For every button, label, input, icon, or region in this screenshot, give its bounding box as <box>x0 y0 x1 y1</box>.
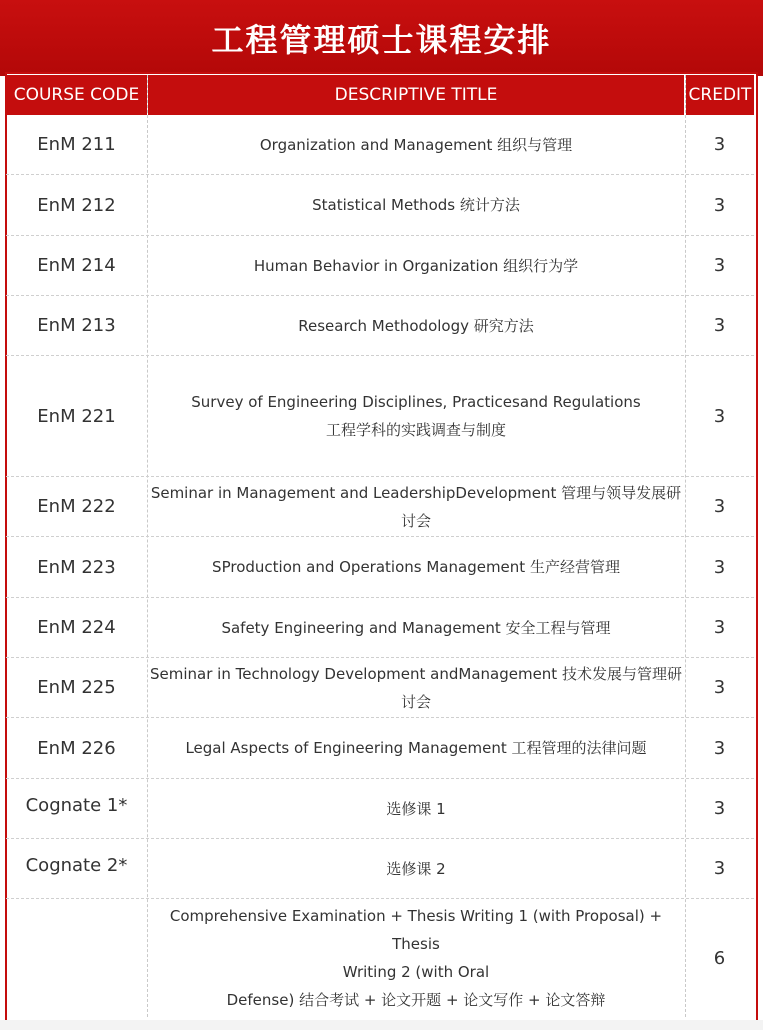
course-code: EnM 211 <box>37 134 116 155</box>
course-code: EnM 225 <box>37 677 116 698</box>
course-code: Cognate 2* <box>25 854 128 876</box>
course-title-line: Defense) 结合考试 + 论文开题 + 论文写作 + 论文答辩 <box>226 991 606 1009</box>
course-credit: 3 <box>713 737 726 759</box>
page-bottom-margin <box>0 1020 763 1030</box>
course-credit: 3 <box>713 134 726 155</box>
course-title-line: 工程学科的实践调查与制度 <box>325 421 506 439</box>
course-title <box>148 899 684 1017</box>
course-title: Seminar in Technology Development andManagement 技术发展与管理研讨会 <box>150 664 682 711</box>
course-credit: 3 <box>713 405 726 427</box>
course-code: EnM 226 <box>37 737 116 759</box>
course-code: EnM 213 <box>37 315 116 336</box>
course-title: Research Methodology 研究方法 <box>298 316 534 335</box>
course-credit: 3 <box>713 556 726 578</box>
course-code: EnM 223 <box>37 556 116 578</box>
course-code: EnM 221 <box>37 405 116 427</box>
course-code: Cognate 1* <box>25 794 128 816</box>
course-title: SProduction and Operations Management 生产经营管理 <box>212 558 620 576</box>
course-code: EnM 224 <box>37 617 116 638</box>
course-title: Safety Engineering and Management 安全工程与管理 <box>221 618 611 637</box>
column-header-course-code: COURSE CODE <box>6 75 147 115</box>
course-credit: 3 <box>713 858 726 879</box>
course-title-line: Comprehensive Examination + Thesis Writing 1 (with Proposal) + Thesis <box>169 907 663 953</box>
course-code <box>6 899 147 1017</box>
course-title: Legal Aspects of Engineering Management 工程管理的法律问题 <box>185 739 647 757</box>
column-header-descriptive-title: DESCRIPTIVE TITLE <box>148 75 684 115</box>
course-credit: 3 <box>713 677 726 698</box>
course-code: EnM 212 <box>37 194 116 216</box>
course-title: 选修课 2 <box>386 859 446 878</box>
column-header-credit: CREDIT <box>686 75 754 115</box>
course-code: EnM 222 <box>37 496 116 517</box>
course-title: Organization and Management 组织与管理 <box>259 135 573 154</box>
course-title: 选修课 1 <box>386 799 446 818</box>
course-title <box>148 356 684 476</box>
course-credit: 3 <box>713 496 726 517</box>
course-credit: 3 <box>713 315 726 336</box>
course-title: Seminar in Management and LeadershipDevelopment 管理与领导发展研讨会 <box>150 483 682 530</box>
course-credit: 6 <box>713 947 726 969</box>
course-credit: 3 <box>713 255 726 276</box>
course-title-line: Survey of Engineering Disciplines, Practicesand Regulations <box>191 393 641 411</box>
course-credit: 3 <box>713 194 726 216</box>
page-title: 工程管理硕士课程安排 <box>211 21 552 59</box>
course-credit: 3 <box>713 798 726 819</box>
course-title: Human Behavior in Organization 组织行为学 <box>253 256 579 275</box>
course-code: EnM 214 <box>37 255 116 276</box>
course-credit: 3 <box>713 617 726 638</box>
course-title-line: Writing 2 (with Oral <box>342 963 490 981</box>
course-title: Statistical Methods 统计方法 <box>312 196 520 214</box>
